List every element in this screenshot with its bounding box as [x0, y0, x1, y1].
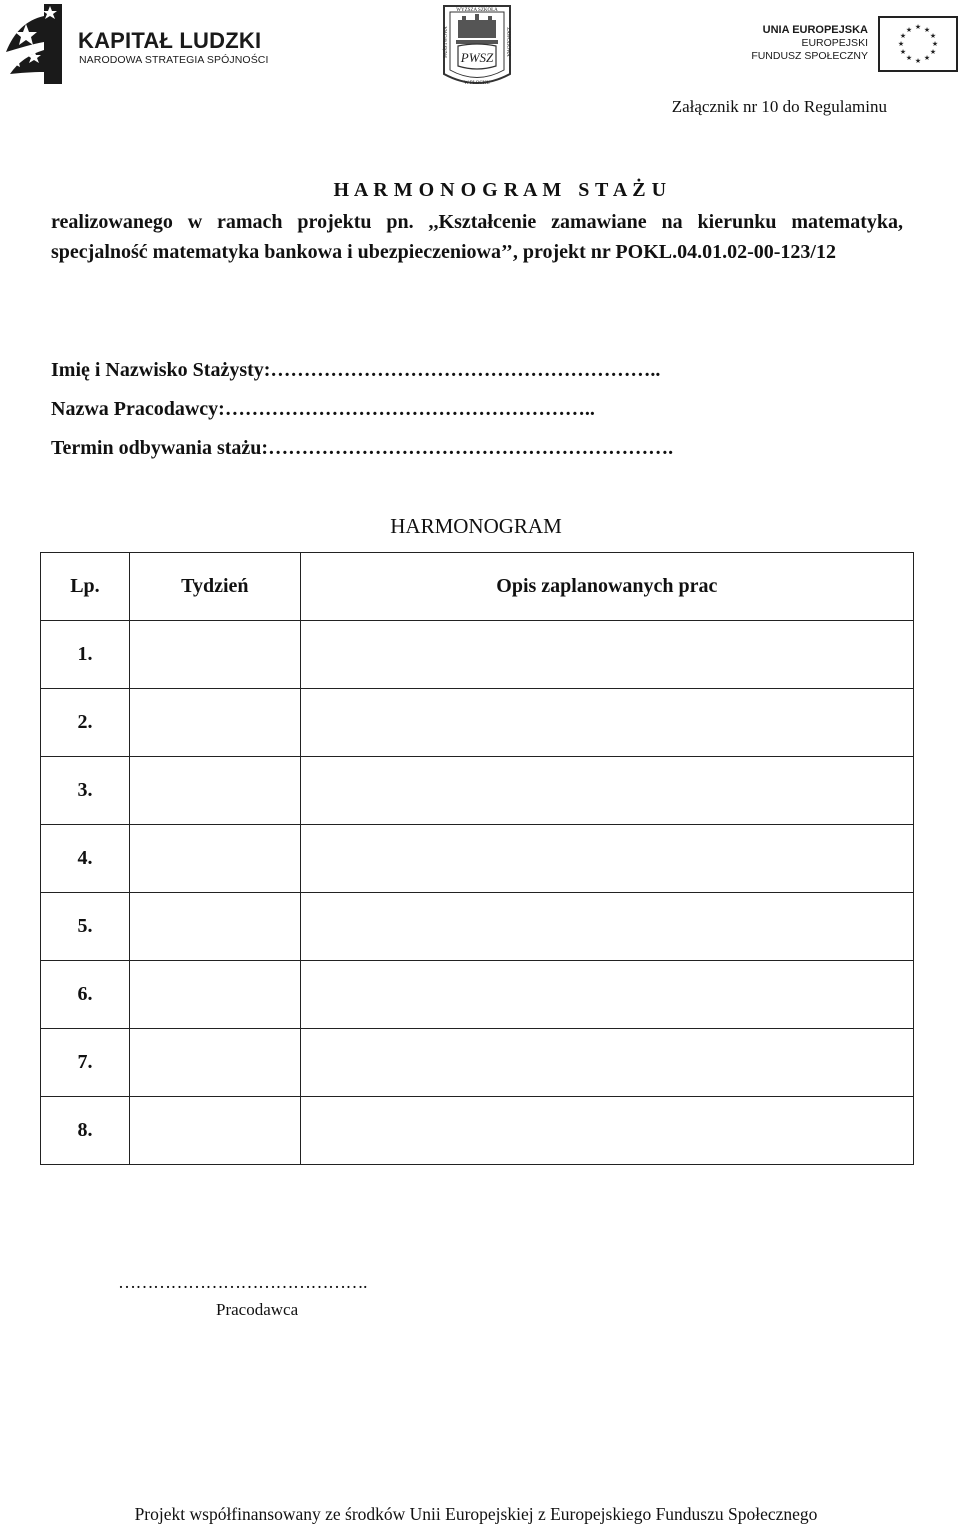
row-lp: 1.: [41, 621, 130, 689]
table-row: [41, 1029, 914, 1097]
pwsz-top-text: WYŻSZA SZKOŁA: [456, 8, 498, 13]
internship-term-field: Termin odbywania stażu:…………………………………………………….: [51, 437, 674, 459]
eu-line-1: UNIA EUROPEJSKA: [762, 24, 868, 36]
kapital-ludzki-title: KAPITAŁ LUDZKI: [78, 28, 262, 53]
row-lp: 4.: [41, 825, 130, 893]
row-week[interactable]: [129, 1029, 300, 1097]
svg-text:★: ★: [931, 40, 939, 48]
svg-text:★: ★: [905, 26, 913, 34]
schedule-table: [40, 552, 914, 1165]
pwsz-logo: [440, 2, 514, 90]
pwsz-bottom-text: W PŁOCKU: [464, 81, 490, 86]
row-description[interactable]: [300, 757, 913, 825]
svg-text:★: ★: [914, 57, 922, 65]
svg-text:★: ★: [899, 48, 907, 56]
row-lp: 3.: [41, 757, 130, 825]
table-row: [41, 961, 914, 1029]
svg-text:★: ★: [923, 54, 931, 62]
svg-text:★: ★: [923, 26, 931, 34]
row-week[interactable]: [129, 757, 300, 825]
svg-text:★: ★: [929, 48, 937, 56]
row-week[interactable]: [129, 621, 300, 689]
kapital-ludzki-emblem-icon: [4, 2, 78, 86]
eu-line-2: EUROPEJSKI: [801, 37, 868, 49]
row-description[interactable]: [300, 689, 913, 757]
table-row: [41, 893, 914, 961]
svg-text:★: ★: [929, 32, 937, 40]
row-lp: 2.: [41, 689, 130, 757]
row-description[interactable]: [300, 1029, 913, 1097]
pwsz-left-text: PAŃSTWOWA: [444, 26, 449, 58]
signature-line: …………………………………….: [118, 1272, 367, 1292]
pwsz-emblem-icon: [440, 2, 514, 90]
row-description[interactable]: [300, 825, 913, 893]
employer-name-field: Nazwa Pracodawcy:………………………………………………..: [51, 398, 595, 420]
row-description[interactable]: [300, 961, 913, 1029]
svg-text:★: ★: [899, 32, 907, 40]
header-description: Opis zaplanowanych prac: [300, 553, 913, 621]
header-lp: Lp.: [41, 553, 130, 621]
row-lp: 5.: [41, 893, 130, 961]
attachment-note: Załącznik nr 10 do Regulaminu: [671, 97, 887, 116]
intro-text: realizowanego w ramach projektu pn. ,,Kształcenie zamawiane na kierunku matematyka, specjalność matematyka bankowa i ubezpieczeniowa’’, projekt nr POKL.04.01.02-00-123/12: [51, 211, 903, 263]
row-lp: 8.: [41, 1097, 130, 1165]
trainee-name-field: Imię i Nazwisko Stażysty:…………………………………………………..: [51, 359, 661, 381]
pwsz-center-text: PWSZ: [460, 50, 494, 65]
row-lp: 7.: [41, 1029, 130, 1097]
row-description[interactable]: [300, 1097, 913, 1165]
header-week: Tydzień: [129, 553, 300, 621]
svg-text:★: ★: [905, 54, 913, 62]
row-week[interactable]: [129, 961, 300, 1029]
svg-text:★: ★: [897, 40, 905, 48]
eu-flag-icon: [878, 16, 958, 72]
table-row: [41, 825, 914, 893]
eu-logo-text: [751, 24, 868, 63]
row-week[interactable]: [129, 1097, 300, 1165]
row-description[interactable]: [300, 621, 913, 689]
table-header-row: [41, 553, 914, 621]
signature-label: Pracodawca: [216, 1300, 299, 1319]
svg-text:★: ★: [914, 23, 922, 31]
row-week[interactable]: [129, 689, 300, 757]
row-lp: 6.: [41, 961, 130, 1029]
pwsz-right-text: ZAWODOWA: [505, 27, 510, 57]
row-week[interactable]: [129, 825, 300, 893]
eu-line-3: FUNDUSZ SPOŁECZNY: [751, 50, 868, 62]
table-row: [41, 689, 914, 757]
section-title: HARMONOGRAM: [390, 514, 562, 538]
table-row: [41, 757, 914, 825]
table-row: [41, 621, 914, 689]
row-description[interactable]: [300, 893, 913, 961]
kapital-ludzki-subtitle: NARODOWA STRATEGIA SPÓJNOŚCI: [79, 54, 269, 66]
row-week[interactable]: [129, 893, 300, 961]
table-row: [41, 1097, 914, 1165]
document-title: H A R M O N O G R A M S T A Ż U: [333, 179, 667, 201]
footer-note: Projekt współfinansowany ze środków Unii Europejskiej z Europejskiego Funduszu Społecznego: [134, 1504, 818, 1524]
